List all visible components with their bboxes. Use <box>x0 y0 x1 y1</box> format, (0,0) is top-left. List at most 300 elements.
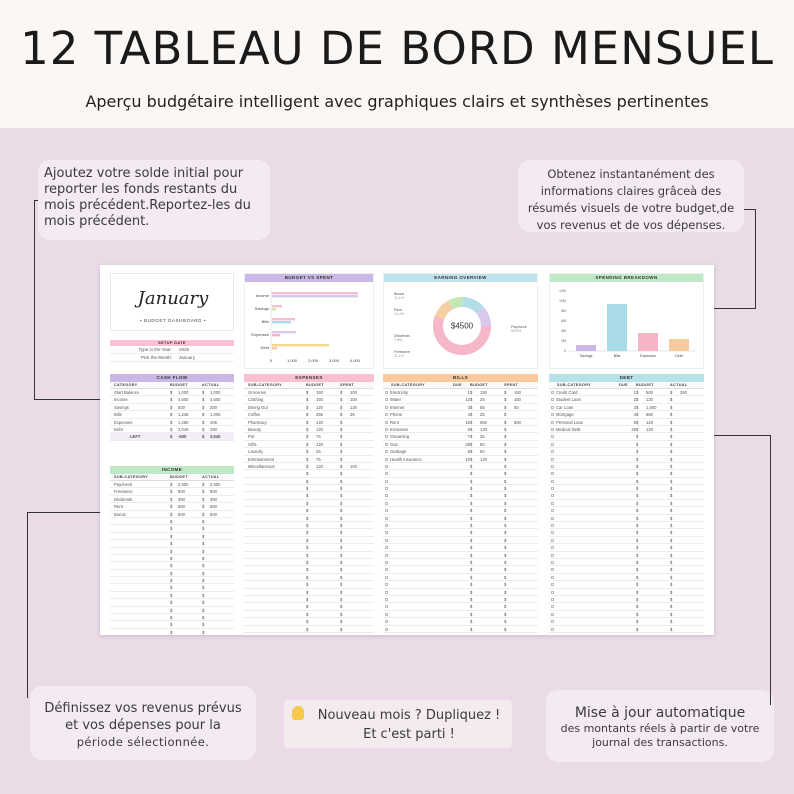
bills-cell[interactable]: $ <box>470 441 473 447</box>
expenses-cell[interactable]: $ <box>340 589 343 595</box>
income-cell[interactable]: 650 <box>210 504 217 510</box>
expenses-cell[interactable]: $ <box>306 508 309 514</box>
cash-flow-cell[interactable]: $ <box>170 426 173 432</box>
bills-cell[interactable]: 50 <box>480 441 485 447</box>
bills-cell[interactable]: 150 <box>514 397 521 403</box>
debt-cell[interactable]: 120 <box>646 426 653 432</box>
expenses-cell[interactable]: $ <box>340 478 343 484</box>
bills-cell[interactable]: 50 <box>480 449 485 455</box>
expenses-cell[interactable]: Miscellaneous <box>248 463 275 469</box>
bills-cell[interactable]: $ <box>470 478 473 484</box>
income-cell[interactable]: $ <box>202 533 205 539</box>
debt-cell[interactable]: $ <box>636 419 639 425</box>
income-cell[interactable]: $ <box>202 555 205 561</box>
bills-cell[interactable]: $ <box>470 537 473 543</box>
expenses-cell[interactable]: $ <box>340 626 343 632</box>
debt-cell[interactable]: 5 <box>633 419 636 425</box>
bills-cell[interactable]: $ <box>470 390 473 395</box>
income-cell[interactable]: $ <box>170 496 173 502</box>
bills-cell[interactable]: Insurance <box>390 426 409 432</box>
bills-cell[interactable]: $ <box>470 404 473 410</box>
income-cell[interactable]: $ <box>170 541 173 547</box>
bills-cell[interactable]: 9 <box>467 449 470 455</box>
cash-flow-cell[interactable]: $ <box>202 404 205 410</box>
debt-cell[interactable]: $ <box>636 471 639 477</box>
debt-cell[interactable]: $ <box>636 559 639 565</box>
bills-cell[interactable]: Streaming <box>390 434 410 440</box>
debt-cell[interactable]: $ <box>636 537 639 543</box>
debt-cell[interactable]: Car Loan <box>556 404 574 410</box>
income-cell[interactable]: 500 <box>178 511 185 517</box>
debt-cell[interactable]: $ <box>636 589 639 595</box>
checkbox[interactable] <box>385 472 388 475</box>
debt-cell[interactable]: Medical Debt <box>556 426 581 432</box>
checkbox[interactable] <box>385 391 388 394</box>
expenses-cell[interactable]: $ <box>306 530 309 536</box>
checkbox[interactable] <box>551 502 554 505</box>
debt-cell[interactable]: $ <box>670 449 673 455</box>
debt-cell[interactable]: $ <box>636 619 639 625</box>
income-cell[interactable]: $ <box>202 585 205 591</box>
income-cell[interactable]: $ <box>202 496 205 502</box>
bills-cell[interactable]: $ <box>504 530 507 536</box>
debt-cell[interactable]: $ <box>670 486 673 492</box>
checkbox[interactable] <box>385 435 388 438</box>
bills-cell[interactable]: $ <box>504 419 507 425</box>
debt-cell[interactable]: $ <box>670 626 673 632</box>
debt-cell[interactable]: Credit Card <box>556 390 578 395</box>
bills-cell[interactable]: 15 <box>465 419 470 425</box>
income-cell[interactable]: $ <box>170 548 173 554</box>
expenses-cell[interactable]: $ <box>306 486 309 492</box>
income-cell[interactable]: $ <box>202 570 205 576</box>
cash-flow-cell[interactable]: $ <box>202 390 205 395</box>
expenses-cell[interactable]: Clothing <box>248 397 264 403</box>
checkbox[interactable] <box>385 465 388 468</box>
bills-cell[interactable]: $ <box>504 500 507 506</box>
checkbox[interactable] <box>385 583 388 586</box>
checkbox[interactable] <box>551 561 554 564</box>
bills-cell[interactable]: $ <box>470 426 473 432</box>
cash-flow-cell[interactable]: 405 <box>210 419 217 425</box>
income-cell[interactable]: 350 <box>178 496 185 502</box>
checkbox[interactable] <box>385 628 388 631</box>
debt-cell[interactable]: $ <box>670 611 673 617</box>
cash-flow-cell[interactable]: Debt <box>114 426 123 432</box>
bills-cell[interactable]: $ <box>470 545 473 551</box>
debt-cell[interactable]: $ <box>670 530 673 536</box>
income-cell[interactable]: Rent <box>114 504 123 510</box>
bills-cell[interactable]: $ <box>470 463 473 469</box>
income-cell[interactable]: $ <box>202 526 205 532</box>
checkbox[interactable] <box>551 583 554 586</box>
debt-cell[interactable]: 3 <box>633 404 636 410</box>
bills-cell[interactable]: $ <box>504 626 507 632</box>
expenses-cell[interactable]: Laundry <box>248 449 264 455</box>
cash-flow-cell[interactable]: Start Balance <box>114 390 140 395</box>
bills-cell[interactable]: Water <box>390 397 402 403</box>
checkbox[interactable] <box>385 517 388 520</box>
expenses-cell[interactable]: $ <box>340 493 343 499</box>
expenses-cell[interactable]: $ <box>306 456 309 462</box>
checkbox[interactable] <box>385 413 388 416</box>
income-cell[interactable]: $ <box>202 615 205 621</box>
checkbox[interactable] <box>551 598 554 601</box>
cash-flow-cell[interactable]: $ <box>170 390 173 395</box>
checkbox[interactable] <box>385 502 388 505</box>
bills-cell[interactable]: $ <box>504 493 507 499</box>
bills-cell[interactable]: 650 <box>514 419 521 425</box>
expenses-cell[interactable]: $ <box>340 523 343 529</box>
income-cell[interactable]: $ <box>170 615 173 621</box>
debt-cell[interactable]: $ <box>670 574 673 580</box>
debt-cell[interactable]: $ <box>670 493 673 499</box>
bills-cell[interactable]: $ <box>470 589 473 595</box>
cash-flow-cell[interactable]: 200 <box>210 404 217 410</box>
checkbox[interactable] <box>385 480 388 483</box>
expenses-cell[interactable]: $ <box>340 552 343 558</box>
debt-cell[interactable]: $ <box>670 471 673 477</box>
debt-cell[interactable]: $ <box>670 523 673 529</box>
debt-cell[interactable]: $ <box>670 537 673 543</box>
checkbox[interactable] <box>551 531 554 534</box>
bills-cell[interactable]: 25 <box>480 397 485 403</box>
income-cell[interactable]: 500 <box>178 489 185 495</box>
income-cell[interactable]: $ <box>170 555 173 561</box>
income-cell[interactable]: $ <box>202 592 205 598</box>
income-cell[interactable]: $ <box>202 504 205 510</box>
debt-cell[interactable]: $ <box>636 611 639 617</box>
bills-cell[interactable]: $ <box>504 449 507 455</box>
expenses-cell[interactable]: Groceries <box>248 390 267 395</box>
cash-flow-cell[interactable]: $ <box>202 426 205 432</box>
expenses-cell[interactable]: Gifts <box>248 441 257 447</box>
cash-flow-cell[interactable]: 1,000 <box>178 390 189 395</box>
income-cell[interactable]: $ <box>202 541 205 547</box>
income-cell[interactable]: $ <box>202 489 205 495</box>
cash-flow-cell[interactable]: $ <box>202 412 205 418</box>
debt-cell[interactable]: $ <box>670 397 673 403</box>
income-cell[interactable]: $ <box>202 548 205 554</box>
debt-cell[interactable]: $ <box>670 582 673 588</box>
debt-cell[interactable]: 250 <box>680 390 687 395</box>
bills-cell[interactable]: $ <box>504 463 507 469</box>
bills-cell[interactable]: $ <box>504 441 507 447</box>
cash-flow-cell[interactable]: $ <box>170 419 173 425</box>
expenses-cell[interactable]: $ <box>306 463 309 469</box>
expenses-cell[interactable]: $ <box>340 567 343 573</box>
expenses-cell[interactable]: 25 <box>316 449 321 455</box>
checkbox[interactable] <box>551 509 554 512</box>
bills-cell[interactable]: 35 <box>480 434 485 440</box>
expenses-cell[interactable]: $ <box>340 508 343 514</box>
debt-cell[interactable]: $ <box>636 582 639 588</box>
expenses-cell[interactable]: $ <box>306 404 309 410</box>
income-cell[interactable]: $ <box>170 622 173 628</box>
bills-cell[interactable]: $ <box>504 596 507 602</box>
expenses-cell[interactable]: 75 <box>316 456 321 462</box>
expenses-cell[interactable]: $ <box>340 545 343 551</box>
bills-cell[interactable]: $ <box>470 500 473 506</box>
expenses-cell[interactable]: $ <box>306 500 309 506</box>
income-cell[interactable]: $ <box>170 578 173 584</box>
expenses-cell[interactable]: 150 <box>316 390 323 395</box>
checkbox[interactable] <box>385 598 388 601</box>
checkbox[interactable] <box>551 524 554 527</box>
income-cell[interactable]: $ <box>170 511 173 517</box>
debt-cell[interactable]: $ <box>670 412 673 418</box>
expenses-cell[interactable]: 120 <box>350 404 357 410</box>
debt-cell[interactable]: $ <box>636 456 639 462</box>
expenses-cell[interactable]: $ <box>340 486 343 492</box>
expenses-cell[interactable]: $ <box>306 523 309 529</box>
expenses-cell[interactable]: $ <box>340 419 343 425</box>
checkbox[interactable] <box>385 443 388 446</box>
cash-flow-cell[interactable]: 3,040 <box>178 426 189 432</box>
income-cell[interactable]: $ <box>170 518 173 524</box>
checkbox[interactable] <box>551 398 554 401</box>
bills-cell[interactable]: 3 <box>467 404 470 410</box>
expenses-cell[interactable]: $ <box>306 545 309 551</box>
income-cell[interactable]: 350 <box>210 496 217 502</box>
checkbox[interactable] <box>551 472 554 475</box>
income-cell[interactable]: $ <box>202 511 205 517</box>
debt-cell[interactable]: 1,500 <box>646 404 657 410</box>
debt-cell[interactable]: $ <box>636 523 639 529</box>
debt-cell[interactable]: 1 <box>633 390 636 395</box>
checkbox[interactable] <box>551 620 554 623</box>
income-cell[interactable]: $ <box>170 526 173 532</box>
income-cell[interactable]: $ <box>202 578 205 584</box>
expenses-cell[interactable]: 120 <box>316 426 323 432</box>
debt-cell[interactable]: $ <box>636 390 639 395</box>
bills-cell[interactable]: $ <box>470 552 473 558</box>
checkbox[interactable] <box>551 517 554 520</box>
debt-cell[interactable]: $ <box>636 434 639 440</box>
bills-cell[interactable]: 55 <box>514 404 519 410</box>
income-cell[interactable]: 650 <box>178 504 185 510</box>
bills-cell[interactable]: $ <box>470 508 473 514</box>
bills-cell[interactable]: $ <box>504 508 507 514</box>
bills-cell[interactable]: $ <box>504 552 507 558</box>
expenses-cell[interactable]: Coffee <box>248 412 261 418</box>
expenses-cell[interactable]: $ <box>340 574 343 580</box>
bills-cell[interactable]: 1 <box>467 390 470 395</box>
checkbox[interactable] <box>385 487 388 490</box>
expenses-cell[interactable]: $ <box>340 619 343 625</box>
expenses-cell[interactable]: $ <box>340 537 343 543</box>
bills-cell[interactable]: $ <box>470 596 473 602</box>
expenses-cell[interactable]: $ <box>340 596 343 602</box>
bills-cell[interactable]: Electricity <box>390 390 408 395</box>
expenses-cell[interactable]: Pharmacy <box>248 419 267 425</box>
debt-cell[interactable]: $ <box>670 456 673 462</box>
checkbox[interactable] <box>385 531 388 534</box>
checkbox[interactable] <box>385 539 388 542</box>
debt-cell[interactable]: $ <box>636 574 639 580</box>
debt-cell[interactable]: $ <box>670 515 673 521</box>
expenses-cell[interactable]: $ <box>306 537 309 543</box>
expenses-cell[interactable]: $ <box>340 559 343 565</box>
income-cell[interactable]: 500 <box>210 511 217 517</box>
debt-cell[interactable]: $ <box>670 419 673 425</box>
expenses-cell[interactable]: $ <box>340 390 343 395</box>
year-input[interactable]: 2025 <box>179 347 190 352</box>
bills-cell[interactable]: $ <box>504 412 507 418</box>
expenses-cell[interactable]: $ <box>306 390 309 395</box>
bills-cell[interactable]: $ <box>470 626 473 632</box>
expenses-cell[interactable]: $ <box>340 604 343 610</box>
bills-cell[interactable]: Gas <box>390 441 398 447</box>
bills-cell[interactable]: 120 <box>480 426 487 432</box>
debt-cell[interactable]: 500 <box>646 390 653 395</box>
cash-flow-cell[interactable]: 4,500 <box>178 397 189 403</box>
bills-cell[interactable]: $ <box>470 619 473 625</box>
expenses-cell[interactable]: $ <box>306 567 309 573</box>
bills-cell[interactable]: $ <box>504 478 507 484</box>
bills-cell[interactable]: $ <box>504 559 507 565</box>
checkbox[interactable] <box>551 591 554 594</box>
income-cell[interactable]: $ <box>202 600 205 606</box>
expenses-cell[interactable]: $ <box>306 478 309 484</box>
expenses-cell[interactable]: Entertainment <box>248 456 275 462</box>
cash-flow-cell[interactable]: 1,000 <box>210 390 221 395</box>
checkbox[interactable] <box>385 494 388 497</box>
checkbox[interactable] <box>551 539 554 542</box>
expenses-cell[interactable]: $ <box>306 552 309 558</box>
expenses-cell[interactable]: 35 <box>350 412 355 418</box>
checkbox[interactable] <box>551 391 554 394</box>
checkbox[interactable] <box>551 554 554 557</box>
cash-flow-cell[interactable]: $ <box>202 419 205 425</box>
expenses-cell[interactable]: $ <box>340 611 343 617</box>
expenses-cell[interactable]: $ <box>340 441 343 447</box>
cash-flow-cell[interactable]: $ <box>170 397 173 403</box>
expenses-cell[interactable]: $ <box>306 449 309 455</box>
expenses-cell[interactable]: $ <box>306 611 309 617</box>
checkbox[interactable] <box>385 591 388 594</box>
bills-cell[interactable]: $ <box>504 567 507 573</box>
cash-flow-cell[interactable]: $ <box>170 412 173 418</box>
expenses-cell[interactable]: 120 <box>316 463 323 469</box>
checkbox[interactable] <box>551 465 554 468</box>
income-cell[interactable]: $ <box>170 489 173 495</box>
debt-cell[interactable]: Personal Loan <box>556 419 584 425</box>
debt-cell[interactable]: $ <box>636 596 639 602</box>
bills-cell[interactable]: $ <box>470 486 473 492</box>
income-cell[interactable]: $ <box>170 563 173 569</box>
debt-cell[interactable]: $ <box>670 426 673 432</box>
debt-cell[interactable]: $ <box>636 530 639 536</box>
debt-cell[interactable]: $ <box>636 486 639 492</box>
income-cell[interactable]: $ <box>170 592 173 598</box>
expenses-cell[interactable]: $ <box>340 515 343 521</box>
checkbox[interactable] <box>385 554 388 557</box>
checkbox[interactable] <box>551 487 554 490</box>
debt-cell[interactable]: $ <box>670 596 673 602</box>
checkbox[interactable] <box>385 605 388 608</box>
expenses-cell[interactable]: 255 <box>316 412 323 418</box>
income-cell[interactable]: Paycheck <box>114 482 133 487</box>
checkbox[interactable] <box>385 620 388 623</box>
bills-cell[interactable]: $ <box>470 419 473 425</box>
checkbox[interactable] <box>551 480 554 483</box>
expenses-cell[interactable]: $ <box>306 434 309 440</box>
bills-cell[interactable]: $ <box>504 604 507 610</box>
debt-cell[interactable]: 4 <box>633 412 636 418</box>
checkbox[interactable] <box>551 443 554 446</box>
debt-cell[interactable]: $ <box>670 567 673 573</box>
debt-cell[interactable]: $ <box>670 390 673 395</box>
bills-cell[interactable]: $ <box>470 604 473 610</box>
expenses-cell[interactable]: $ <box>306 626 309 632</box>
checkbox[interactable] <box>551 450 554 453</box>
checkbox[interactable] <box>551 613 554 616</box>
expenses-cell[interactable]: 100 <box>350 463 357 469</box>
bills-cell[interactable]: $ <box>504 537 507 543</box>
cash-flow-cell[interactable]: $ <box>170 404 173 410</box>
checkbox[interactable] <box>551 406 554 409</box>
debt-cell[interactable]: 120 <box>646 397 653 403</box>
expenses-cell[interactable]: $ <box>306 397 309 403</box>
bills-cell[interactable]: 4 <box>467 412 470 418</box>
checkbox[interactable] <box>385 524 388 527</box>
bills-cell[interactable]: $ <box>504 582 507 588</box>
checkbox[interactable] <box>551 568 554 571</box>
bills-cell[interactable]: 7 <box>467 434 470 440</box>
debt-cell[interactable]: $ <box>636 515 639 521</box>
debt-cell[interactable]: $ <box>670 404 673 410</box>
debt-cell[interactable]: $ <box>636 626 639 632</box>
income-cell[interactable]: Bonus <box>114 511 126 517</box>
checkbox[interactable] <box>551 428 554 431</box>
checkbox[interactable] <box>551 458 554 461</box>
bills-cell[interactable]: $ <box>504 523 507 529</box>
expenses-cell[interactable]: $ <box>306 596 309 602</box>
debt-cell[interactable]: $ <box>670 478 673 484</box>
checkbox[interactable] <box>385 458 388 461</box>
expenses-cell[interactable]: $ <box>306 426 309 432</box>
bills-cell[interactable]: $ <box>470 397 473 403</box>
bills-cell[interactable]: $ <box>470 493 473 499</box>
debt-cell[interactable]: $ <box>636 567 639 573</box>
checkbox[interactable] <box>551 546 554 549</box>
cash-flow-cell[interactable]: Income <box>114 397 128 403</box>
expenses-cell[interactable]: 120 <box>316 419 323 425</box>
bills-cell[interactable]: $ <box>504 619 507 625</box>
debt-cell[interactable]: $ <box>636 500 639 506</box>
debt-cell[interactable]: $ <box>670 559 673 565</box>
income-cell[interactable]: $ <box>202 622 205 628</box>
checkbox[interactable] <box>551 605 554 608</box>
checkbox[interactable] <box>385 576 388 579</box>
bills-cell[interactable]: 10 <box>465 456 470 462</box>
income-cell[interactable]: $ <box>170 570 173 576</box>
bills-cell[interactable]: 28 <box>465 441 470 447</box>
bills-cell[interactable]: 120 <box>480 456 487 462</box>
debt-cell[interactable]: $ <box>670 589 673 595</box>
income-cell[interactable]: $ <box>170 533 173 539</box>
expenses-cell[interactable]: 120 <box>316 441 323 447</box>
expenses-cell[interactable]: Pet <box>248 434 255 440</box>
debt-cell[interactable]: $ <box>670 508 673 514</box>
cash-flow-cell[interactable]: 4,500 <box>210 397 221 403</box>
bills-cell[interactable]: $ <box>470 611 473 617</box>
expenses-cell[interactable]: $ <box>340 582 343 588</box>
checkbox[interactable] <box>551 435 554 438</box>
expenses-cell[interactable]: $ <box>306 419 309 425</box>
debt-cell[interactable]: 120 <box>646 419 653 425</box>
